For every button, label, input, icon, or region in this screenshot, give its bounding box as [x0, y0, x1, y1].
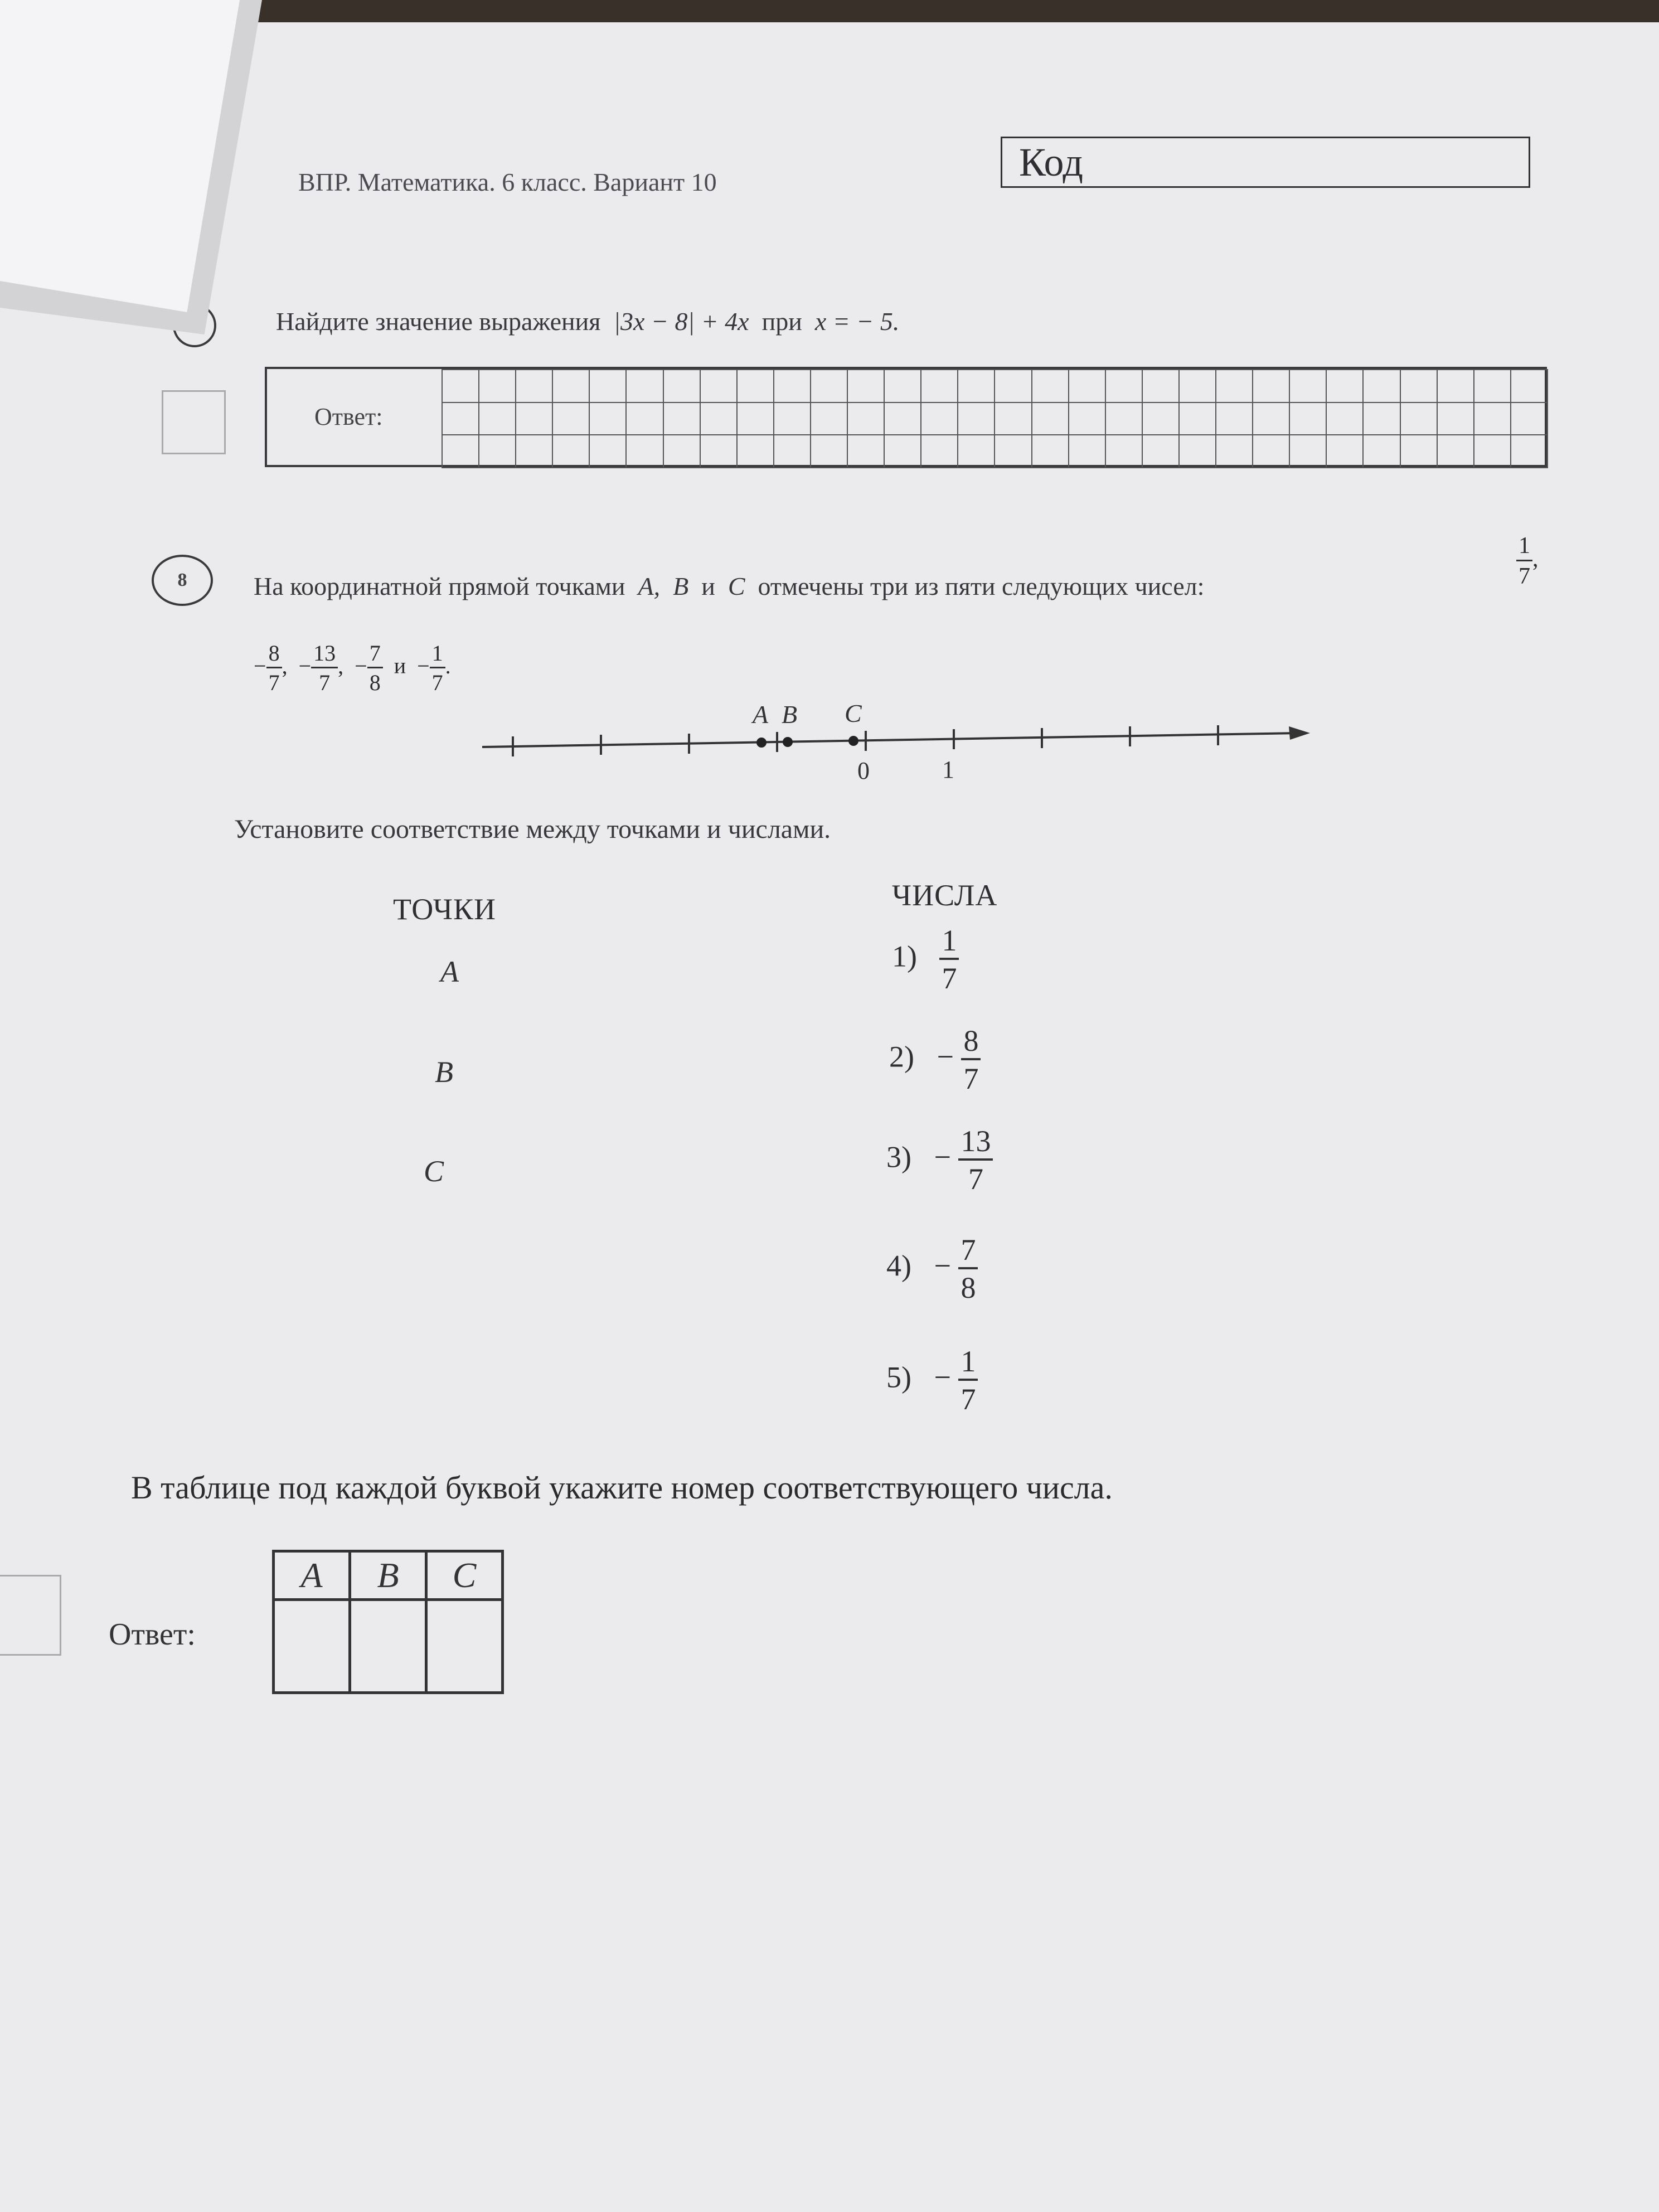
and-word: и — [394, 653, 406, 678]
answer-grid-cell[interactable] — [1216, 435, 1253, 468]
tick-label-zero: 0 — [857, 757, 870, 784]
answer-grid-cell[interactable] — [1216, 370, 1253, 403]
answer-grid-cell[interactable] — [701, 403, 738, 436]
answer-grid-cell[interactable] — [1069, 435, 1106, 468]
answer-grid-cell[interactable] — [774, 370, 811, 403]
answer-grid-cell[interactable] — [590, 435, 627, 468]
answer-grid-cell[interactable] — [1511, 370, 1548, 403]
option-index: 4) — [886, 1249, 911, 1283]
answer-grid-cell[interactable] — [1253, 370, 1290, 403]
answer-grid-cell[interactable] — [738, 403, 774, 436]
option-1 — [892, 925, 959, 993]
fraction-denominator: 8 — [961, 1271, 976, 1304]
answer-grid-cell[interactable] — [738, 370, 774, 403]
number-line-arrow-icon — [1289, 726, 1310, 740]
answer-grid-cell[interactable] — [516, 370, 553, 403]
answer-grid-cell[interactable] — [1438, 435, 1474, 468]
answer-grid-cell[interactable] — [811, 403, 848, 436]
task-8-first-fraction: $\frac{1}{7}$ , — [1516, 534, 1539, 588]
answer-grid-cell[interactable] — [1511, 403, 1548, 436]
answer-grid-cell[interactable] — [1253, 435, 1290, 468]
task-7-condition: x = − 5. — [814, 307, 900, 336]
fraction-numerator: 1 — [939, 925, 959, 960]
task-8-number: 8 — [152, 555, 213, 606]
answer-grid-cell[interactable] — [774, 403, 811, 436]
task-7-answer-label: Ответ: — [314, 403, 383, 430]
answer-grid-cell[interactable] — [1032, 370, 1069, 403]
answer-grid-cell[interactable] — [1438, 370, 1474, 403]
inline-fraction-4 — [417, 641, 451, 695]
sign: − — [937, 1040, 954, 1074]
points-header: ТОЧКИ — [393, 892, 497, 926]
answer-grid-cell[interactable] — [1069, 370, 1106, 403]
task-7-score-box — [162, 390, 226, 454]
answer-grid-cell[interactable] — [479, 435, 516, 468]
answer-grid-cell[interactable] — [1401, 435, 1438, 468]
answer-grid-cell[interactable] — [1474, 435, 1511, 468]
answer-grid-cell[interactable] — [627, 370, 663, 403]
answer-grid-cell[interactable] — [958, 370, 995, 403]
task-8-point-a-inline: A, — [638, 572, 661, 600]
option-index: 1) — [892, 939, 917, 973]
answer-grid-cell[interactable] — [553, 370, 590, 403]
answer-grid-cell[interactable] — [774, 435, 811, 468]
fraction-denominator: 7 — [942, 962, 957, 995]
answer-grid-cell[interactable] — [921, 370, 958, 403]
option-4 — [886, 1235, 978, 1303]
answer-grid-cell[interactable] — [1327, 403, 1364, 436]
answer-grid-cell[interactable] — [1364, 403, 1400, 436]
answer-grid-cell[interactable] — [1106, 370, 1143, 403]
answer-grid-cell[interactable] — [1290, 370, 1327, 403]
answer-grid-cell[interactable] — [1180, 370, 1216, 403]
fraction-denominator: 7 — [968, 1162, 983, 1196]
fraction-numerator: 1 — [958, 1346, 978, 1381]
number-line — [474, 688, 1321, 794]
task-8-question-end: отмечены три из пяти следующих чисел: — [758, 572, 1205, 600]
answer-grid-cell[interactable] — [848, 403, 885, 436]
point-c-dot — [848, 736, 858, 746]
answer-grid-cell[interactable] — [664, 435, 701, 468]
number-line-ticks — [513, 725, 1218, 756]
option-index: 3) — [886, 1140, 911, 1174]
task-7-question-prefix: Найдите значение выражения — [276, 307, 601, 336]
option-index: 5) — [886, 1360, 911, 1394]
task-7-condition-word: при — [761, 307, 802, 336]
point-b-dot — [783, 737, 793, 747]
sign: − — [934, 1140, 951, 1174]
answer-grid-cell[interactable] — [1327, 435, 1364, 468]
code-field[interactable]: Код — [1001, 137, 1530, 188]
point-a-label: A — [753, 700, 769, 729]
answer-grid-cell[interactable] — [590, 403, 627, 436]
answer-grid-cell[interactable] — [443, 370, 479, 403]
answer-grid-cell[interactable] — [848, 370, 885, 403]
task-7-question — [276, 307, 899, 336]
answer-grid-cell[interactable] — [1327, 370, 1364, 403]
answer-grid-cell[interactable] — [516, 435, 553, 468]
fraction-numerator: 13 — [958, 1126, 993, 1161]
answer-cell-a[interactable] — [274, 1600, 350, 1693]
fraction-denominator: 7 — [1519, 564, 1530, 589]
answer-grid-cell[interactable] — [995, 403, 1032, 436]
answer-table-header-b: B — [350, 1551, 426, 1600]
answer-grid-cell[interactable] — [1180, 403, 1216, 436]
inline-fraction-2 — [298, 641, 344, 695]
answer-grid-cell[interactable] — [1143, 403, 1180, 436]
worksheet-page — [0, 22, 1659, 2212]
answer-grid-cell[interactable] — [885, 403, 921, 436]
answer-grid-cell[interactable] — [627, 435, 663, 468]
sign: − — [254, 653, 266, 678]
answer-grid-cell[interactable] — [921, 403, 958, 436]
answer-grid-cell[interactable] — [738, 435, 774, 468]
fraction-numerator: 7 — [367, 642, 383, 668]
task-7-answer-frame — [265, 367, 1547, 467]
answer-grid-cell[interactable] — [553, 403, 590, 436]
answer-table-header — [274, 1551, 503, 1600]
table-instruction: В таблице под каждой буквой укажите номер соответствующего числа. — [131, 1469, 1113, 1506]
answer-table-header-c: C — [426, 1551, 503, 1600]
point-b-label: B — [782, 700, 798, 729]
option-3 — [886, 1126, 993, 1194]
fraction-numerator: 13 — [311, 642, 338, 668]
answer-table-header-a: A — [274, 1551, 350, 1600]
fraction-denominator: 8 — [369, 670, 381, 695]
answer-grid-cell[interactable] — [1290, 403, 1327, 436]
option-index: 2) — [889, 1040, 914, 1074]
answer-grid-cell[interactable] — [1216, 403, 1253, 436]
number-line-axis — [482, 733, 1299, 747]
fraction-denominator: 7 — [963, 1062, 979, 1095]
fraction-denominator: 7 — [431, 670, 443, 695]
answer-grid-cell[interactable] — [958, 435, 995, 468]
answer-grid-cell[interactable] — [958, 403, 995, 436]
answer-table-input-row — [274, 1600, 503, 1693]
task-8-question-line1 — [254, 571, 1204, 601]
answer-grid-cell[interactable] — [1511, 435, 1548, 468]
task-8-and-inline: и — [701, 572, 715, 600]
point-a-dot — [756, 738, 767, 748]
fraction-denominator: 7 — [268, 670, 280, 695]
answer-grid-cell[interactable] — [1364, 370, 1400, 403]
sign: − — [355, 653, 367, 678]
point-a: A — [440, 955, 459, 988]
answer-grid-cell[interactable] — [1143, 370, 1180, 403]
answer-grid-cell[interactable] — [811, 435, 848, 468]
sign: − — [934, 1360, 951, 1394]
fraction-numerator: 1 — [1516, 534, 1532, 561]
fraction-denominator: 7 — [961, 1382, 976, 1416]
fraction-denominator: 7 — [319, 670, 331, 695]
answer-grid-cell[interactable] — [443, 403, 479, 436]
answer-grid-cell[interactable] — [516, 403, 553, 436]
answer-grid-cell[interactable] — [1401, 370, 1438, 403]
answer-grid-cell[interactable] — [443, 435, 479, 468]
answer-grid-cell[interactable] — [1180, 435, 1216, 468]
sign: − — [417, 653, 430, 678]
task-7-expression: |3x − 8| + 4x — [613, 307, 749, 336]
task-8-inline-fractions — [254, 642, 451, 694]
answer-grid-cell[interactable] — [1290, 435, 1327, 468]
answer-grid-cell[interactable] — [1032, 403, 1069, 436]
point-c-label: C — [845, 699, 862, 727]
answer-grid-cell[interactable] — [921, 435, 958, 468]
task-8-instruction: Установите соответствие между точками и числами. — [234, 814, 831, 844]
answer-grid-cell[interactable] — [1474, 403, 1511, 436]
point-b: B — [435, 1055, 453, 1089]
fraction-numerator: 8 — [266, 642, 282, 668]
option-2 — [889, 1026, 981, 1094]
numbers-header: ЧИСЛА — [892, 879, 998, 912]
answer-grid-cell[interactable] — [1143, 435, 1180, 468]
task-7-answer-grid[interactable] — [442, 369, 1548, 468]
task-8-point-c-inline: C — [727, 572, 745, 600]
separator: . — [445, 653, 451, 678]
answer-grid-cell[interactable] — [553, 435, 590, 468]
separator: , — [282, 653, 288, 678]
task-8-answer-label: Ответ: — [109, 1617, 196, 1652]
sign: − — [934, 1249, 951, 1283]
task-8-point-b-inline: B — [673, 572, 689, 600]
answer-grid-cell[interactable] — [811, 370, 848, 403]
answer-table — [272, 1550, 504, 1694]
answer-grid-cell[interactable] — [701, 370, 738, 403]
inline-fraction-1 — [254, 641, 288, 695]
answer-grid-cell[interactable] — [885, 435, 921, 468]
answer-grid-cell[interactable] — [479, 370, 516, 403]
answer-grid-cell[interactable] — [627, 403, 663, 436]
answer-grid-cell[interactable] — [1106, 435, 1143, 468]
answer-grid-cell[interactable] — [1364, 435, 1400, 468]
task-8-question-start: На координатной прямой точками — [254, 572, 625, 600]
answer-grid-cell[interactable] — [1474, 370, 1511, 403]
answer-grid-cell[interactable] — [479, 403, 516, 436]
answer-grid-cell[interactable] — [885, 370, 921, 403]
sign: − — [298, 653, 312, 678]
answer-grid-cell[interactable] — [664, 403, 701, 436]
fraction-numerator: 8 — [961, 1026, 981, 1060]
fraction-numerator: 7 — [958, 1235, 978, 1269]
answer-grid-cell[interactable] — [664, 370, 701, 403]
task-8-score-box — [0, 1575, 61, 1656]
worksheet-title: ВПР. Математика. 6 класс. Вариант 10 — [298, 168, 717, 196]
tick-label-one: 1 — [942, 756, 954, 783]
answer-grid-cell[interactable] — [1253, 403, 1290, 436]
answer-grid-cell[interactable] — [590, 370, 627, 403]
answer-grid-cell[interactable] — [1032, 435, 1069, 468]
answer-cell-b[interactable] — [350, 1600, 426, 1693]
fraction-numerator: 1 — [430, 642, 445, 668]
point-c: C — [424, 1154, 444, 1188]
answer-grid-cell[interactable] — [1069, 403, 1106, 436]
answer-grid-cell[interactable] — [1106, 403, 1143, 436]
option-5 — [886, 1346, 978, 1414]
answer-grid-cell[interactable] — [995, 435, 1032, 468]
inline-fraction-3 — [355, 641, 383, 695]
answer-grid-cell[interactable] — [995, 370, 1032, 403]
answer-grid-cell[interactable] — [1401, 403, 1438, 436]
separator: , — [338, 653, 344, 678]
answer-cell-c[interactable] — [426, 1600, 503, 1693]
answer-grid-cell[interactable] — [848, 435, 885, 468]
answer-grid-cell[interactable] — [701, 435, 738, 468]
answer-grid-cell[interactable] — [1438, 403, 1474, 436]
